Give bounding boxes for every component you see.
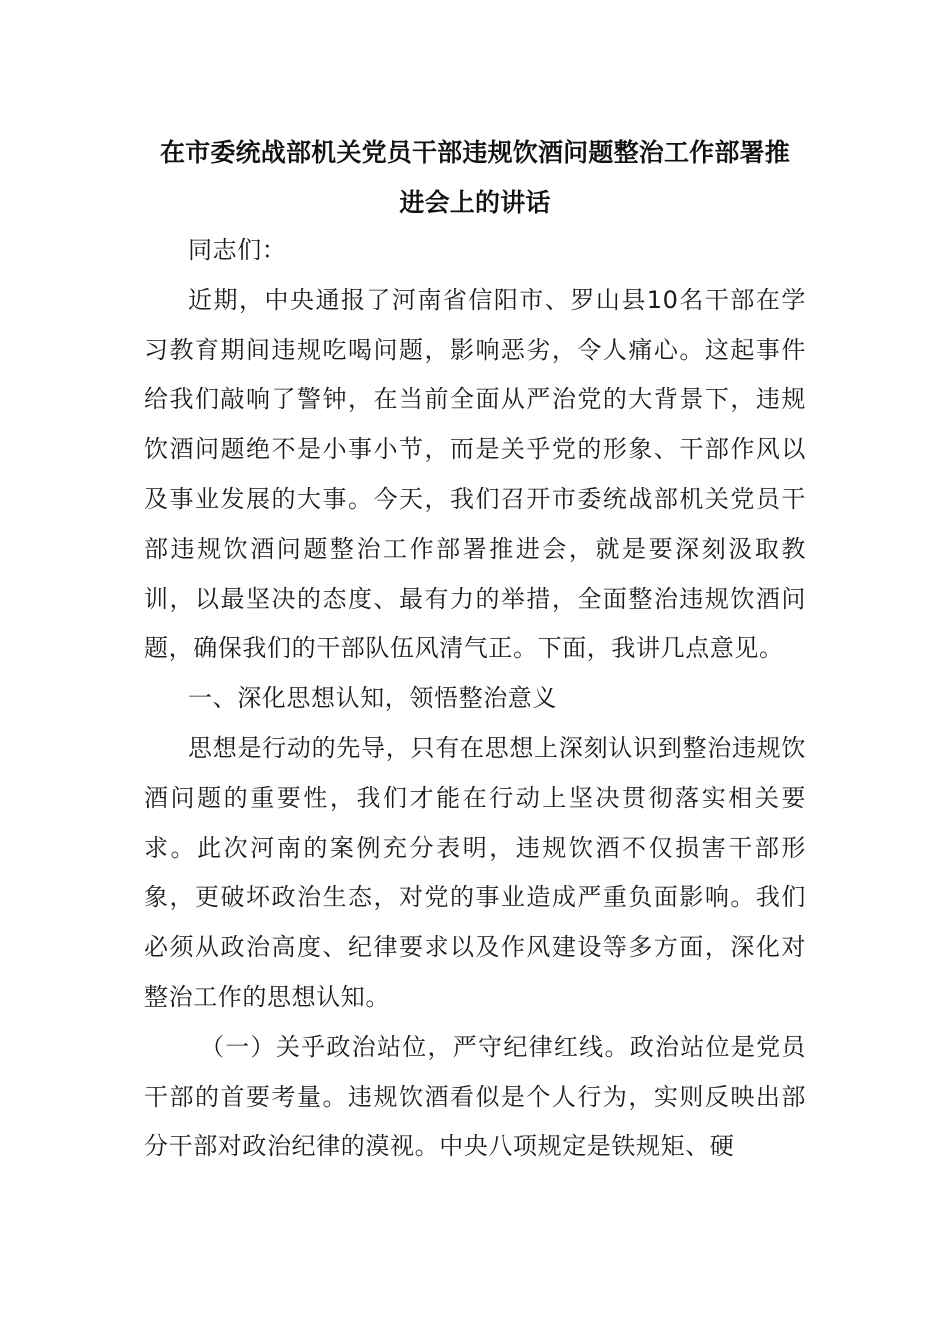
title-line-1: 在市委统战部机关党员干部违规饮酒问题整治工作部署推 — [159, 138, 790, 167]
body-paragraph-intro: 近期，中央通报了河南省信阳市、罗山县10名干部在学习教育期间违规吃喝问题，影响恶劣，令人痛心。这起事件给我们敲响了警钟，在当前全面从严治党的大背景下，违规饮酒问题绝不是小事小节，而是关乎党的形象、干部作风以及事业发展的大事。今天，我们召开市委统战部机关党员干部违规饮酒问题整治工作部署推进会，就是要深刻汲取教训，以最坚决的态度、最有力的举措，全面整治违规饮酒问题，确保我们的干部队伍风清气正。下面，我讲几点意见。 — [144, 285, 806, 663]
subsection-paragraph-1: （一）关乎政治站位，严守纪律红线。政治站位是党员干部的首要考量。违规饮酒看似是个人行为，实则反映出部分干部对政治纪律的漠视。中央八项规定是铁规矩、硬 — [144, 1032, 806, 1161]
document-body — [144, 226, 806, 1172]
salutation: 同志们： — [188, 236, 287, 264]
body-paragraph-section-1: 思想是行动的先导，只有在思想上深刻认识到整治违规饮酒问题的重要性，我们才能在行动上坚决贯彻落实相关要求。此次河南的案例充分表明，违规饮酒不仅损害干部形象，更破坏政治生态，对党的事业造成严重负面影响。我们必须从政治高度、纪律要求以及作风建设等多方面，深化对整治工作的思想认知。 — [144, 733, 806, 1011]
section-heading-1: 一、深化思想认知，领悟整治意义 — [188, 684, 557, 713]
title-line-2: 进会上的讲话 — [399, 188, 551, 217]
document-title — [140, 128, 810, 228]
